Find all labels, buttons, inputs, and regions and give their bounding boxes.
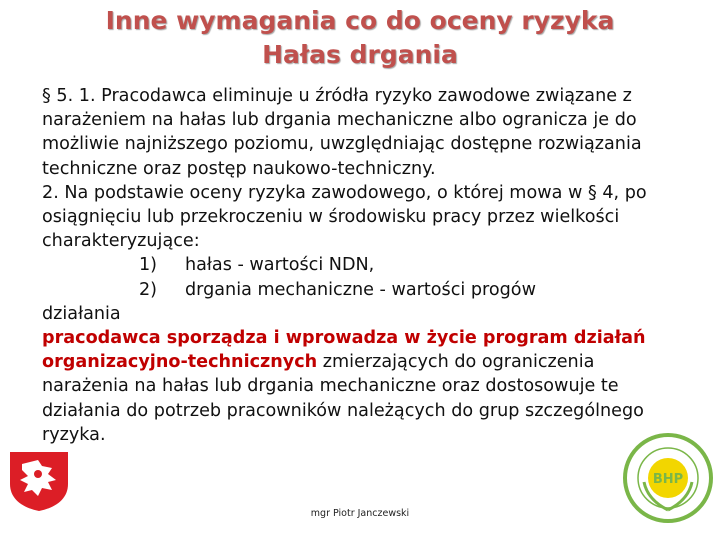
paragraph-3-rest: zmierzających do ograniczenia narażenia na hałas lub drgania mechaniczne oraz dostosowuje te działania do potrzeb pracowników należących do grup szczególnego ryzyka.	[42, 352, 644, 445]
highlighted-text: pracodawca sporządza i wprowadza w życie program działań organizacyjno-technicznych	[42, 328, 646, 373]
list-text: hałas - wartości NDN,	[185, 255, 375, 276]
paragraph-1: § 5. 1. Pracodawca eliminuje u źródła ryzyko zawodowe związane z narażeniem na hałas lub drgania mechaniczne albo ogranicza je do możliwie najniższego poziomu, uwzględniając dostępne rozwiązania techniczne oraz postęp naukowo-techniczny.	[42, 86, 642, 179]
title-line-1: Inne wymagania co do oceny ryzyka	[105, 6, 615, 35]
coat-of-arms-icon	[8, 450, 70, 512]
badge-text: BHP	[652, 472, 684, 487]
paragraph-3	[42, 326, 682, 447]
paragraph-2: 2. Na podstawie oceny ryzyka zawodowego, o której mowa w § 4, po osiągnięciu lub przekroczeniu w środowisku pracy przez wielkości charakteryzujące:	[42, 182, 647, 252]
list-item-1	[42, 253, 682, 277]
slide-body	[42, 84, 682, 447]
slide-title	[0, 4, 720, 72]
footer-author: mgr Piotr Janczewski	[310, 508, 410, 519]
list-tail: działania	[42, 303, 121, 324]
list-text: drgania mechaniczne - wartości progów	[185, 279, 536, 300]
list-item-2	[42, 278, 682, 302]
list-number: 1)	[138, 255, 157, 276]
list-number: 2)	[138, 279, 157, 300]
title-line-2: Hałas drgania	[262, 40, 458, 69]
